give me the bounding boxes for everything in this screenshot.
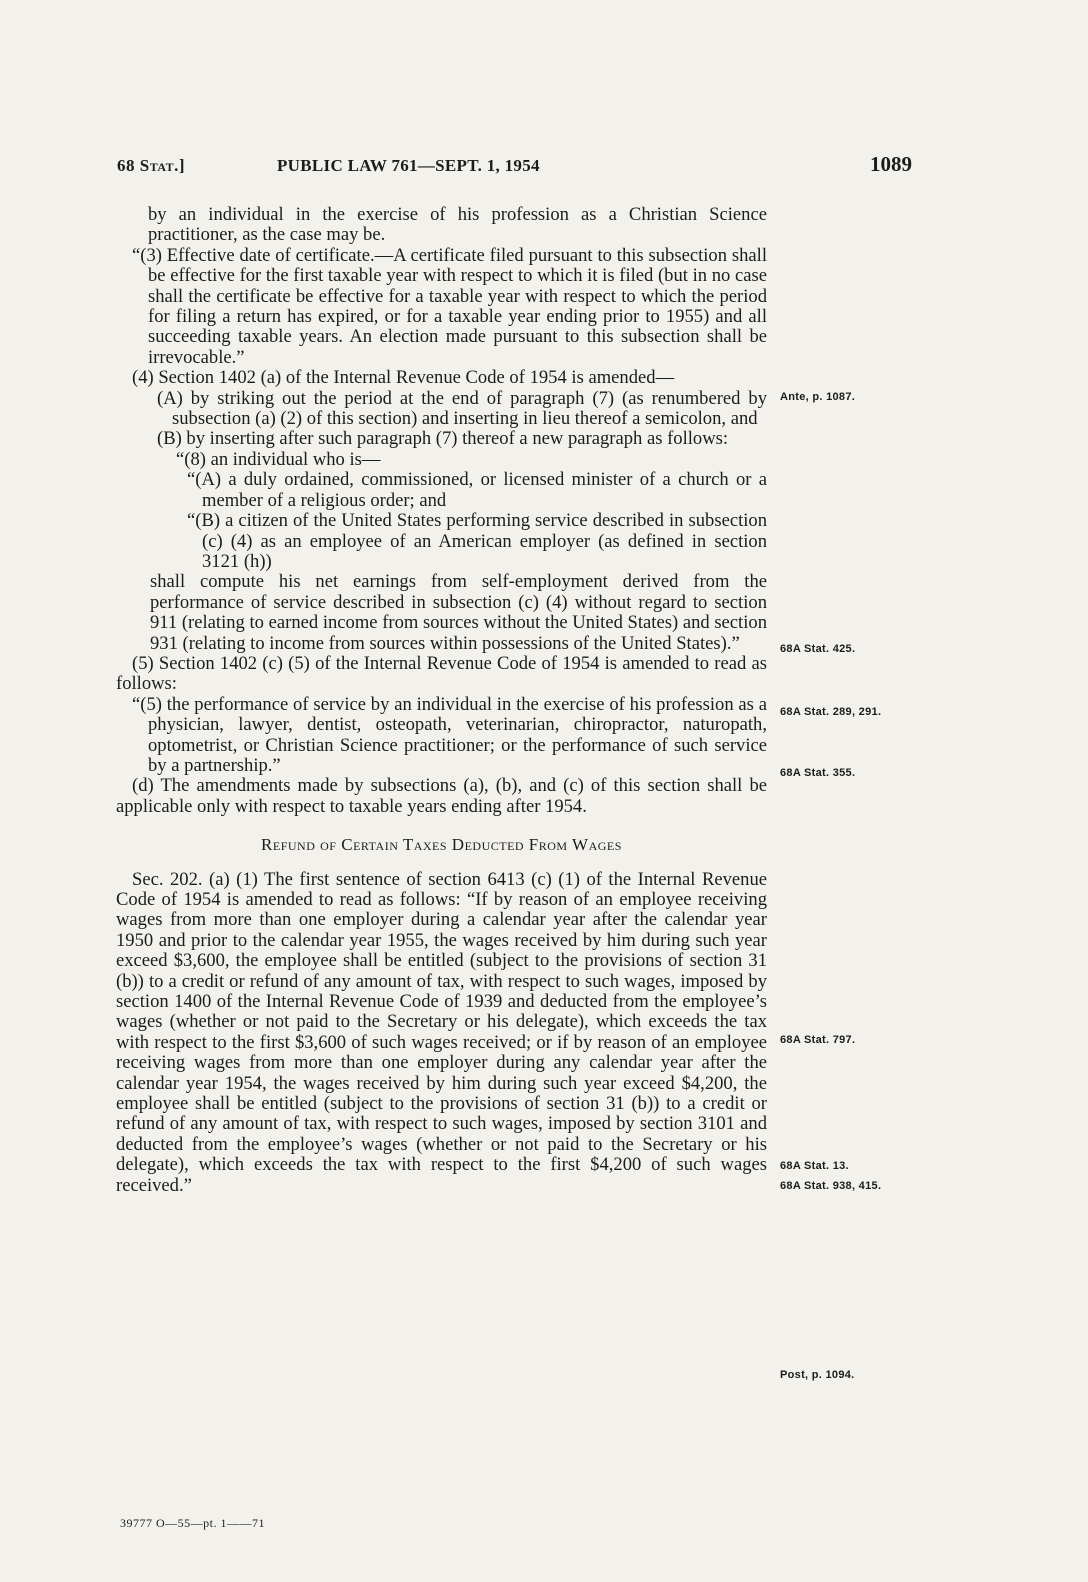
section-heading: Refund of Certain Taxes Deducted From Wages (261, 835, 622, 855)
margin-note: 68A Stat. 355. (780, 767, 856, 779)
margin-note: 68A Stat. 425. (780, 643, 856, 655)
paragraph: “(3) Effective date of certificate.—A certificate filed pursuant to this subsection shall be effective for the first taxable year with respect to which it is filed (but in no case shall the certificate be effective for a taxable year with respect to which the period for filing a return has expired, or for a taxable year ending prior to 1955) and all succeeding taxable years. An election made pursuant to this subsection shall be irrevocable.” (132, 244, 767, 368)
margin-note: Post, p. 1094. (780, 1369, 855, 1381)
paragraph: (B) by inserting after such paragraph (7) thereof a new paragraph as follows: (157, 428, 729, 450)
stat-reference: 68 Stat.] (117, 156, 186, 175)
margin-note: 68A Stat. 938, 415. (780, 1180, 882, 1192)
margin-note: 68A Stat. 797. (780, 1034, 856, 1046)
paragraph: “(8) an individual who is— (176, 448, 381, 470)
paragraph: (d) The amendments made by subsections (a), (b), and (c) of this section shall be applicable only with respect to taxable years ending after 1954. (116, 775, 767, 817)
paragraph: shall compute his net earnings from self-employment derived from the performance of service described in subsection (c) (4) without regard to section 911 (relating to earned income from sources without the United States) and section 931 (relating to income from sources within possessions of the United States).” (150, 571, 767, 654)
body-text (116, 205, 767, 1196)
paragraph: by an individual in the exercise of his profession as a Christian Science practitioner, as the case may be. (148, 204, 767, 246)
margin-note: Ante, p. 1087. (780, 391, 856, 403)
law-title: PUBLIC LAW 761—SEPT. 1, 1954 (277, 156, 540, 175)
printer-footer: 39777 O—55—pt. 1——71 (120, 1516, 265, 1530)
paragraph: (A) by striking out the period at the end of paragraph (7) (as renumbered by subsection (a) (2) of this section) and inserting in lieu thereof a semicolon, and (157, 387, 767, 430)
paragraph: “(5) the performance of service by an individual in the exercise of his profession as a physician, lawyer, dentist, osteopath, veterinarian, chiropractor, naturopath, optometrist, or Christian Science practitioner; or the performance of such service by a partnership.” (132, 693, 767, 776)
paragraph: (5) Section 1402 (c) (5) of the Internal Revenue Code of 1954 is amended to read as follows: (116, 652, 767, 695)
page-header (117, 152, 912, 182)
paragraph: Sec. 202. (a) (1) The first sentence of section 6413 (c) (1) of the Internal Revenue Code of 1954 is amended to read as follows: “If by reason of an employee receiving wages from more than one employer during a calendar year after the calendar year 1950 and prior to the calendar year 1955, the wages received by him during such year exceed $3,600, the employee shall be entitled (subject to the provisions of section 31 (b)) to a credit or refund of any amount of tax, with respect to such wages, imposed by section 1400 of the Internal Revenue Code of 1939 and deducted from the employee’s wages (whether or not paid to the Secretary or his delegate), which exceeds the tax with respect to the first $3,600 of such wages received; or if by reason of an employee receiving wages from more than one employer during any calendar year after the calendar year 1954, the wages received by him during such year exceed $4,200, the employee shall be entitled (subject to the provisions of section 31 (b)) to a credit or refund of any amount of tax, with respect to such wages, imposed by section 3101 and deducted from the employee’s wages (whether or not paid to the Secretary or his delegate), which exceeds the tax with respect to the first $4,200 of such wages received.” (116, 868, 767, 1196)
paragraph: “(B) a citizen of the United States performing service described in subsection (c) (4) as an employee of an American employer (as defined in section 3121 (h)) (187, 510, 767, 572)
page-number: 1089 (870, 152, 912, 176)
paragraph: (4) Section 1402 (a) of the Internal Revenue Code of 1954 is amended— (132, 367, 675, 389)
margin-note: 68A Stat. 13. (780, 1160, 849, 1172)
paragraph: “(A) a duly ordained, commissioned, or licensed minister of a church or a member of a religious order; and (187, 469, 767, 511)
margin-note: 68A Stat. 289, 291. (780, 706, 882, 718)
